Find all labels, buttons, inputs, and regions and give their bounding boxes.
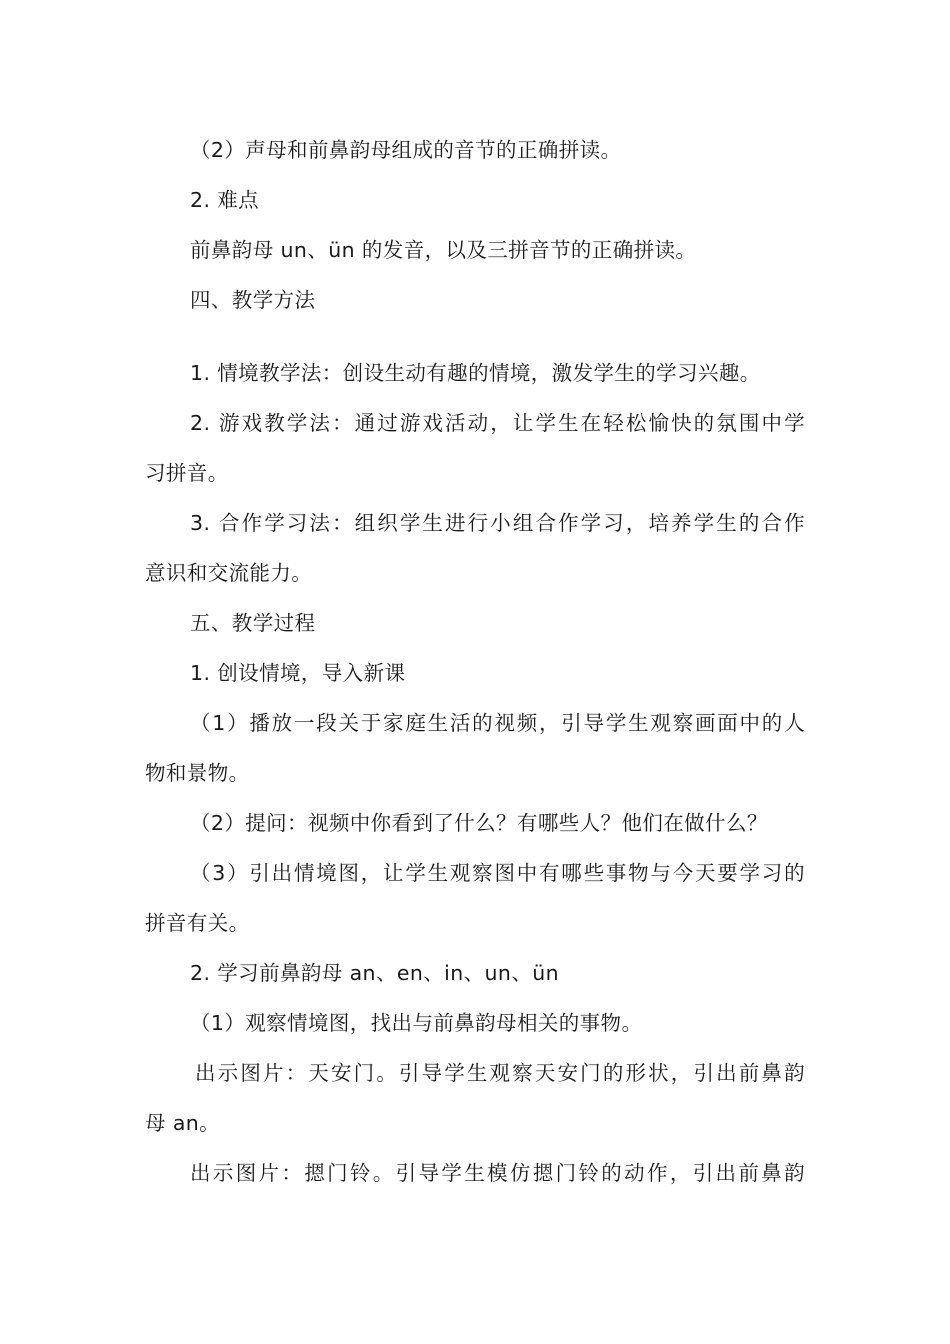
paragraph-line: 物和景物。 — [145, 761, 250, 785]
paragraph-line: 1. 情境教学法：创设生动有趣的情境，激发学生的学习兴趣。 — [190, 361, 761, 385]
paragraph-line: 2. 游戏教学法：通过游戏活动，让学生在轻松愉快的氛围中学 — [190, 411, 805, 435]
paragraph-line: 出示图片：天安门。引导学生观察天安门的形状，引出前鼻韵 — [195, 1061, 805, 1085]
section-heading: 四、教学方法 — [190, 288, 316, 312]
paragraph-line: 母 an。 — [145, 1111, 221, 1135]
section-heading: 2. 学习前鼻韵母 an、en、in、un、ün — [190, 961, 560, 985]
section-heading: 1. 创设情境，导入新课 — [190, 661, 406, 685]
paragraph-line: 3. 合作学习法：组织学生进行小组合作学习，培养学生的合作 — [190, 511, 805, 535]
paragraph-line: 意识和交流能力。 — [145, 561, 313, 585]
paragraph-line: 习拼音。 — [145, 461, 229, 485]
paragraph-line: 出示图片：摁门铃。引导学生模仿摁门铃的动作，引出前鼻韵 — [190, 1161, 805, 1185]
paragraph-line: 前鼻韵母 un、ün 的发音，以及三拼音节的正确拼读。 — [190, 238, 697, 262]
paragraph-line: 拼音有关。 — [145, 911, 250, 935]
paragraph-line: （2）提问：视频中你看到了什么？有哪些人？他们在做什么？ — [190, 811, 768, 835]
paragraph-line: （1）播放一段关于家庭生活的视频，引导学生观察画面中的人 — [190, 711, 805, 735]
paragraph-line: （2）声母和前鼻韵母组成的音节的正确拼读。 — [190, 138, 622, 162]
section-heading: 2. 难点 — [190, 188, 260, 212]
paragraph-line: （3）引出情境图，让学生观察图中有哪些事物与今天要学习的 — [190, 861, 805, 885]
paragraph-line: （1）观察情境图，找出与前鼻韵母相关的事物。 — [190, 1011, 643, 1035]
section-heading: 五、教学过程 — [190, 611, 316, 635]
